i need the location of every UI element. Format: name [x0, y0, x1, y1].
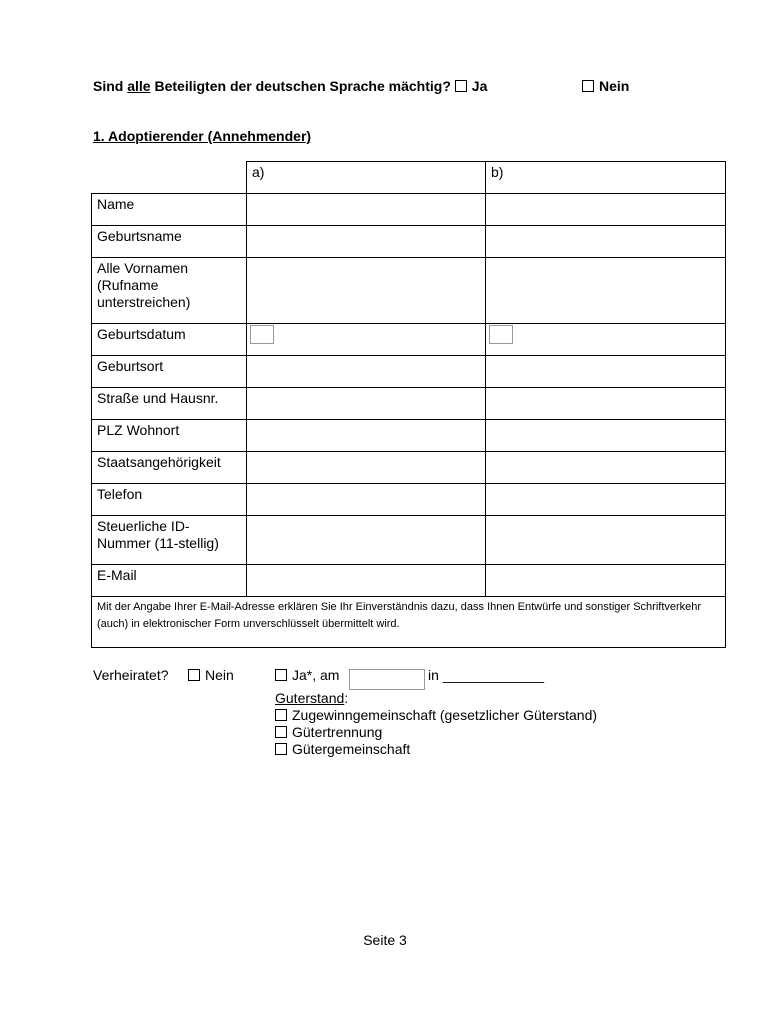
input-phone-a[interactable] [247, 484, 486, 516]
input-birth-place-b[interactable] [486, 356, 726, 388]
date-field-b[interactable] [489, 325, 513, 344]
input-zip-city-a[interactable] [247, 420, 486, 452]
row-label-street: Straße und Hausnr. [92, 388, 247, 420]
row-label-email: E-Mail [92, 565, 247, 597]
row-label-birth-name: Geburtsname [92, 226, 247, 258]
input-birth-date-a[interactable] [247, 324, 486, 356]
input-first-names-b[interactable] [486, 258, 726, 324]
guterstand-heading: Guterstand: [275, 690, 349, 706]
input-email-b[interactable] [486, 565, 726, 597]
page-number: Seite 3 [363, 932, 407, 948]
guterstand-block [275, 690, 597, 758]
input-tax-id-a[interactable] [247, 516, 486, 565]
row-label-name: Name [92, 194, 247, 226]
row-label-tax-id: Steuerliche ID-Nummer (11-stellig) [92, 516, 247, 565]
input-birth-name-a[interactable] [247, 226, 486, 258]
row-label-birth-date: Geburtsdatum [92, 324, 247, 356]
input-email-a[interactable] [247, 565, 486, 597]
guterstand-title: Guterstand [275, 690, 345, 706]
marriage-date-input[interactable] [349, 669, 425, 690]
input-nationality-a[interactable] [247, 452, 486, 484]
row-label-birth-place: Geburtsort [92, 356, 247, 388]
married-yes-checkbox[interactable] [275, 669, 287, 681]
email-consent-note: Mit der Angabe Ihrer E-Mail-Adresse erklären Sie Ihr Einverständnis dazu, dass Ihnen Entwürfe und sonstiger Schriftverkehr (auch) in elektronischer Form unverschlüsselt übermittelt wird. [92, 597, 726, 648]
adopter-table [91, 161, 726, 648]
married-label: Verheiratet? [93, 667, 169, 683]
guterstand-option-zugewinn: Zugewinngemeinschaft (gesetzlicher Güterstand) [275, 707, 597, 724]
guterstand-option-trennung: Gütertrennung [275, 724, 597, 741]
married-yes-label: Ja*, am [292, 667, 340, 683]
input-name-b[interactable] [486, 194, 726, 226]
gemeinschaft-checkbox[interactable] [275, 743, 287, 755]
corner-cell [92, 162, 247, 194]
trennung-checkbox[interactable] [275, 726, 287, 738]
row-label-nationality: Staatsangehörigkeit [92, 452, 247, 484]
section-title: 1. Adoptierender (Annehmender) [93, 128, 312, 144]
zugewinn-checkbox[interactable] [275, 709, 287, 721]
no-option [582, 78, 629, 94]
input-birth-date-b[interactable] [486, 324, 726, 356]
married-yes-option [275, 667, 339, 683]
date-field-a[interactable] [250, 325, 274, 344]
header-col-b: b) [486, 162, 726, 194]
language-question: Sind alle Beteiligten der deutschen Sprache mächtig? Ja [93, 78, 488, 94]
married-no-checkbox[interactable] [188, 669, 200, 681]
row-label-first-names: Alle Vornamen (Rufname unterstreichen) [92, 258, 247, 324]
input-tax-id-b[interactable] [486, 516, 726, 565]
header-col-a: a) [247, 162, 486, 194]
input-birth-place-a[interactable] [247, 356, 486, 388]
married-no-option [188, 667, 234, 683]
input-zip-city-b[interactable] [486, 420, 726, 452]
input-street-a[interactable] [247, 388, 486, 420]
row-label-zip-city: PLZ Wohnort [92, 420, 247, 452]
input-name-a[interactable] [247, 194, 486, 226]
input-nationality-b[interactable] [486, 452, 726, 484]
row-label-phone: Telefon [92, 484, 247, 516]
input-phone-b[interactable] [486, 484, 726, 516]
input-street-b[interactable] [486, 388, 726, 420]
guterstand-option-gemeinschaft: Gütergemeinschaft [275, 741, 597, 758]
question-emphasis: alle [127, 78, 151, 94]
no-checkbox[interactable] [582, 80, 594, 92]
no-label: Nein [599, 78, 630, 94]
input-first-names-a[interactable] [247, 258, 486, 324]
input-birth-name-b[interactable] [486, 226, 726, 258]
married-no-label: Nein [205, 667, 234, 683]
yes-label: Ja [471, 78, 488, 94]
yes-checkbox[interactable] [455, 80, 467, 92]
marriage-place-line: in _____________ [428, 667, 545, 683]
